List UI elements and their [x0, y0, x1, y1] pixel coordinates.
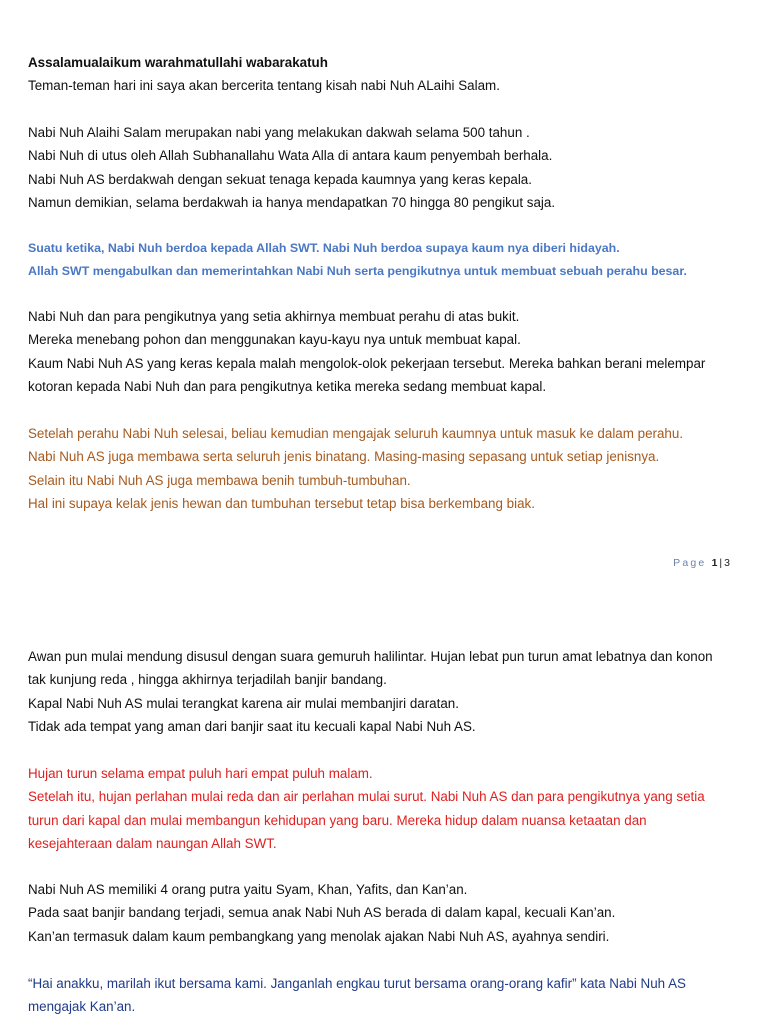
- paragraph-line: Setelah perahu Nabi Nuh selesai, beliau kemudian mengajak seluruh kaumnya untuk masuk ke dalam perahu.: [28, 426, 684, 441]
- paragraph-1: [28, 121, 748, 214]
- paragraph-line: Nabi Nuh AS juga membawa serta seluruh jenis binatang. Masing-masing sepasang untuk setiap jenisnya.: [28, 449, 660, 465]
- intro-line: Teman-teman hari ini saya akan bercerita tentang kisah nabi Nuh ALaihi Salam.: [28, 78, 500, 94]
- page-separator: |: [719, 557, 723, 569]
- paragraph-line: tak kunjung reda , hingga akhirnya terjadilah banjir bandang.: [28, 672, 387, 688]
- paragraph-line: Tidak ada tempat yang aman dari banjir saat itu kecuali kapal Nabi Nuh AS.: [28, 718, 476, 734]
- greeting-heading: Assalamualaikum warahmatullahi wabarakatuh: [28, 55, 328, 70]
- paragraph-line: turun dari kapal dan mulai membangun kehidupan yang baru. Mereka hidup dalam nuansa ketaatan dan: [28, 812, 647, 828]
- paragraph-line: Nabi Nuh AS berdakwah dengan sekuat tenaga kepada kaumnya yang keras kepala.: [28, 171, 532, 187]
- paragraph-line: Nabi Nuh dan para pengikutnya yang setia akhirnya membuat perahu di atas bukit.: [28, 309, 520, 324]
- paragraph-line: Hal ini supaya kelak jenis hewan dan tumbuhan tersebut tetap bisa berkembang biak.: [28, 495, 535, 511]
- paragraph-line: Kapal Nabi Nuh AS mulai terangkat karena air mulai membanjiri daratan.: [28, 695, 459, 711]
- total-pages: 3: [724, 557, 730, 569]
- paragraph-line: Awan pun mulai mendung disusul dengan suara gemuruh halilintar. Hujan lebat pun turun amat lebatnya dan konon: [28, 649, 713, 664]
- paragraph-line: “Hai anakku, marilah ikut bersama kami. Janganlah engkau turut bersama orang-orang kafir” kata Nabi Nuh AS: [28, 976, 686, 991]
- paragraph-6-red: [28, 762, 748, 855]
- paragraph-line: Kaum Nabi Nuh AS yang keras kepala malah mengolok-olok pekerjaan tersebut. Mereka bahkan berani melempar: [28, 355, 706, 371]
- paragraph-line: Nabi Nuh di utus oleh Allah Subhanallahu Wata Alla di antara kaum penyembah berhala.: [28, 148, 553, 164]
- paragraph-line: Kan’an termasuk dalam kaum pembangkang yang menolak ajakan Nabi Nuh AS, ayahnya sendiri.: [28, 928, 610, 944]
- page-label: Page: [673, 557, 707, 569]
- paragraph-8-navy: [28, 972, 748, 1019]
- paragraph-2-blue: [28, 237, 748, 284]
- paragraph-line: Hujan turun selama empat puluh hari empat puluh malam.: [28, 766, 373, 781]
- paragraph-line: kesejahteraan dalam naungan Allah SWT.: [28, 835, 277, 851]
- paragraph-line: Pada saat banjir bandang terjadi, semua anak Nabi Nuh AS berada di dalam kapal, kecuali Kan’an.: [28, 905, 616, 921]
- paragraph-line: Selain itu Nabi Nuh AS juga membawa benih tumbuh-tumbuhan.: [28, 472, 411, 488]
- paragraph-line: Namun demikian, selama berdakwah ia hanya mendapatkan 70 hingga 80 pengikut saja.: [28, 194, 556, 210]
- paragraph-line: mengajak Kan’an.: [28, 999, 136, 1015]
- paragraph-4-orange: [28, 422, 748, 515]
- paragraph-line: Mereka menebang pohon dan menggunakan kayu-kayu nya untuk membuat kapal.: [28, 332, 521, 348]
- paragraph-line: Nabi Nuh AS memiliki 4 orang putra yaitu Syam, Khan, Yafits, dan Kan’an.: [28, 882, 468, 897]
- paragraph-5: [28, 645, 748, 738]
- paragraph-line: Suatu ketika, Nabi Nuh berdoa kepada Allah SWT. Nabi Nuh berdoa supaya kaum nya diberi hidayah.: [28, 241, 620, 255]
- page-number: 1: [711, 557, 718, 569]
- paragraph-line: Allah SWT mengabulkan dan memerintahkan Nabi Nuh serta pengikutnya untuk membuat sebuah perahu besar.: [28, 264, 687, 279]
- paragraph-line: kotoran kepada Nabi Nuh dan para pengikutnya ketika mereka sedang membuat kapal.: [28, 378, 547, 394]
- paragraph-3: [28, 305, 748, 398]
- paragraph-line: Nabi Nuh Alaihi Salam merupakan nabi yang melakukan dakwah selama 500 tahun .: [28, 125, 530, 140]
- paragraph-line: Setelah itu, hujan perlahan mulai reda dan air perlahan mulai surut. Nabi Nuh AS dan para pengikutnya yang setia: [28, 789, 705, 805]
- document-page-2: [0, 600, 768, 1024]
- greeting-block: [28, 51, 748, 98]
- paragraph-7: [28, 878, 748, 948]
- page-footer: [673, 557, 730, 569]
